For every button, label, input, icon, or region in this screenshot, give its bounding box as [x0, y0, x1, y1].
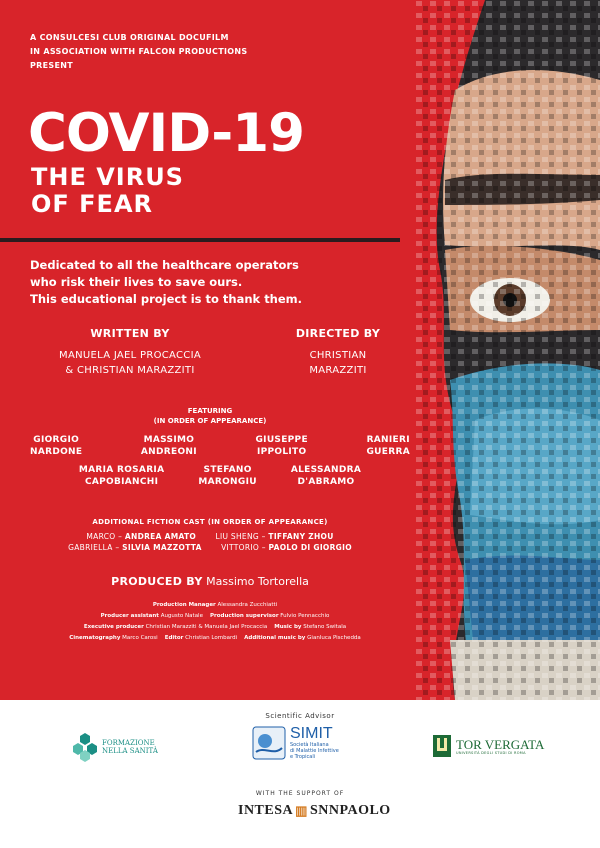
falcon-productions: FALCON PRODUCTIONS [138, 47, 248, 56]
writer-line-2: & CHRISTIAN MARAZZITI [65, 365, 195, 376]
fiction-actor: ANDREA AMATO [124, 532, 197, 541]
cast-last-name: MARONGIU [198, 477, 257, 487]
crew-role: Production supervisor [209, 613, 279, 619]
mosaic-face-image [415, 0, 600, 700]
crew-role: Producer assistant [100, 613, 159, 619]
fiction-role: LIU SHENG – [215, 532, 266, 541]
cast-last-name: IPPOLITO [256, 447, 307, 457]
crew-name: Stefano Switala [303, 624, 347, 630]
cast-last-name: CAPOBIANCHI [84, 477, 159, 487]
crew-name: Fulvio Pennacchio [280, 613, 330, 619]
produced-by-label: PRODUCED BY [111, 575, 203, 588]
producer-name: Massimo Tortorella [206, 575, 309, 588]
simit-line-2: di Malattie Infettive [290, 748, 339, 754]
crew-role: Cinematography [69, 635, 121, 641]
fiction-row-1 [20, 531, 400, 542]
crew-role: Executive producer [83, 624, 144, 630]
formazione-nella-sanita-logo [72, 732, 158, 762]
scientific-advisor-label: Scientific Advisor [265, 712, 335, 720]
featuring-heading [0, 406, 420, 426]
crew-name: Marco Carosi [122, 635, 158, 641]
presenters-line-2 [30, 45, 247, 59]
hexagon-cluster-icon [72, 732, 98, 762]
sponsors-footer [0, 700, 600, 848]
director-names [288, 348, 388, 378]
intesa-emblem-icon: ▥ [295, 803, 308, 818]
tor-vergata-logo [432, 734, 544, 758]
intesa-left-text: INTESA [238, 803, 294, 818]
fiction-role: VITTORIO – [221, 543, 266, 552]
simit-wordmark [290, 726, 339, 760]
original-docufilm: ORIGINAL DOCUFILM [130, 33, 229, 42]
crew-name: Christian Lombardi [185, 635, 238, 641]
director-line-1: CHRISTIAN [309, 350, 367, 361]
fiction-role: MARCO – [86, 532, 123, 541]
fiction-actor: SILVIA MAZZOTTA [122, 543, 202, 552]
produced-by-credit [0, 575, 420, 588]
crew-name: Alessandra Zucchiatti [217, 602, 278, 608]
cast-first-name: GIORGIO [33, 435, 80, 445]
fns-line-2: NELLA SANITÀ [102, 747, 158, 755]
presenters-line-1 [30, 31, 247, 45]
cast-last-name: NARDONE [30, 447, 83, 457]
tor-vergata-name: TOR VERGATA [456, 736, 545, 752]
fiction-cast-heading: ADDITIONAL FICTION CAST (IN ORDER OF APPEARANCE) [92, 518, 328, 526]
crew-name: Gianluca Pischedda [307, 635, 361, 641]
dedication-line-3: This educational project is to thank them. [30, 292, 303, 306]
cast-first-name: MASSIMO [143, 435, 195, 445]
crew-role: Production Manager [152, 602, 216, 608]
simit-emblem-icon [252, 726, 286, 760]
featuring-label: FEATURING [187, 407, 233, 415]
cast-member [198, 464, 256, 488]
cast-row-1 [30, 434, 410, 458]
written-by-credit [30, 327, 230, 378]
dedication-line-1: Dedicated to all the healthcare operators [30, 258, 299, 272]
crew-name: Augusto Natale [160, 613, 203, 619]
present-line: PRESENT [30, 61, 73, 70]
cast-last-name: D'ABRAMO [297, 477, 355, 487]
fiction-row-2 [20, 542, 400, 553]
crew-line-1 [10, 600, 420, 611]
intesa-sanpaolo-logo [238, 803, 391, 819]
crew-credits [10, 600, 420, 644]
fns-line-1: FORMAZIONE [102, 739, 155, 747]
cast-last-name: ANDREONI [140, 447, 197, 457]
crew-line-3 [10, 622, 420, 633]
crew-role: Additional music by [244, 635, 306, 641]
title-divider [0, 238, 400, 242]
support-label: WITH THE SUPPORT OF [255, 790, 345, 797]
intesa-right-text: SNNPAOLO [309, 803, 391, 818]
cast-first-name: STEFANO [203, 465, 252, 475]
crew-name: Christian Marazziti & Manuela Jael Procaccia [145, 624, 268, 630]
dedication-line-2: who risk their lives to save ours. [30, 275, 243, 289]
consulcesi-club: CONSULCESI CLUB [39, 33, 127, 42]
simit-line-1: Società Italiana [290, 742, 329, 748]
tor-vergata-emblem-icon [432, 734, 452, 758]
association-prefix: IN ASSOCIATION WITH [30, 47, 136, 56]
simit-line-3: e Tropicali [290, 754, 316, 760]
crew-role: Music by [274, 624, 302, 630]
cast-first-name: RANIERI [366, 435, 410, 445]
director-line-2: MARAZZITI [309, 365, 367, 376]
simit-name: SIMIT [290, 725, 333, 742]
directed-by-credit [288, 327, 388, 378]
fns-wordmark [102, 739, 158, 755]
crew-line-2 [10, 611, 420, 622]
presenters-prefix: A [30, 33, 37, 42]
crew-role: Editor [164, 635, 184, 641]
written-by-names [30, 348, 230, 378]
fiction-actor: PAOLO DI GIORGIO [268, 543, 352, 552]
featuring-cast [30, 434, 410, 494]
subtitle-line-1: THE VIRUS [31, 163, 184, 191]
cast-member [141, 434, 197, 458]
fiction-role: GABRIELLA – [68, 543, 120, 552]
dedication-text [30, 257, 380, 308]
film-subtitle [31, 164, 184, 218]
fiction-cast-list [20, 531, 400, 553]
tor-vergata-sub: UNIVERSITÀ DEGLI STUDI DI ROMA [456, 750, 526, 755]
cast-member [366, 434, 409, 458]
featuring-order-note: (IN ORDER OF APPEARANCE) [153, 417, 267, 425]
cast-row-2 [30, 464, 410, 488]
simit-logo [252, 726, 339, 760]
directed-by-heading: DIRECTED BY [295, 327, 381, 340]
crew-line-4 [10, 633, 420, 644]
cast-member [291, 464, 361, 488]
cast-member [255, 434, 307, 458]
tor-vergata-wordmark [456, 738, 544, 755]
cast-last-name: GUERRA [366, 447, 410, 457]
cast-first-name: GIUSEPPE [255, 435, 308, 445]
fiction-actor: TIFFANY ZHOU [268, 532, 334, 541]
cast-first-name: ALESSANDRA [290, 465, 362, 475]
film-title: COVID-19 [28, 103, 304, 164]
subtitle-line-2: OF FEAR [31, 190, 153, 218]
written-by-heading: WRITTEN BY [90, 327, 170, 340]
cast-first-name: MARIA ROSARIA [78, 465, 165, 475]
cast-member [79, 464, 164, 488]
presenters-credit [30, 31, 247, 73]
writer-line-1: MANUELA JAEL PROCACCIA [59, 350, 201, 361]
cast-member [30, 434, 82, 458]
